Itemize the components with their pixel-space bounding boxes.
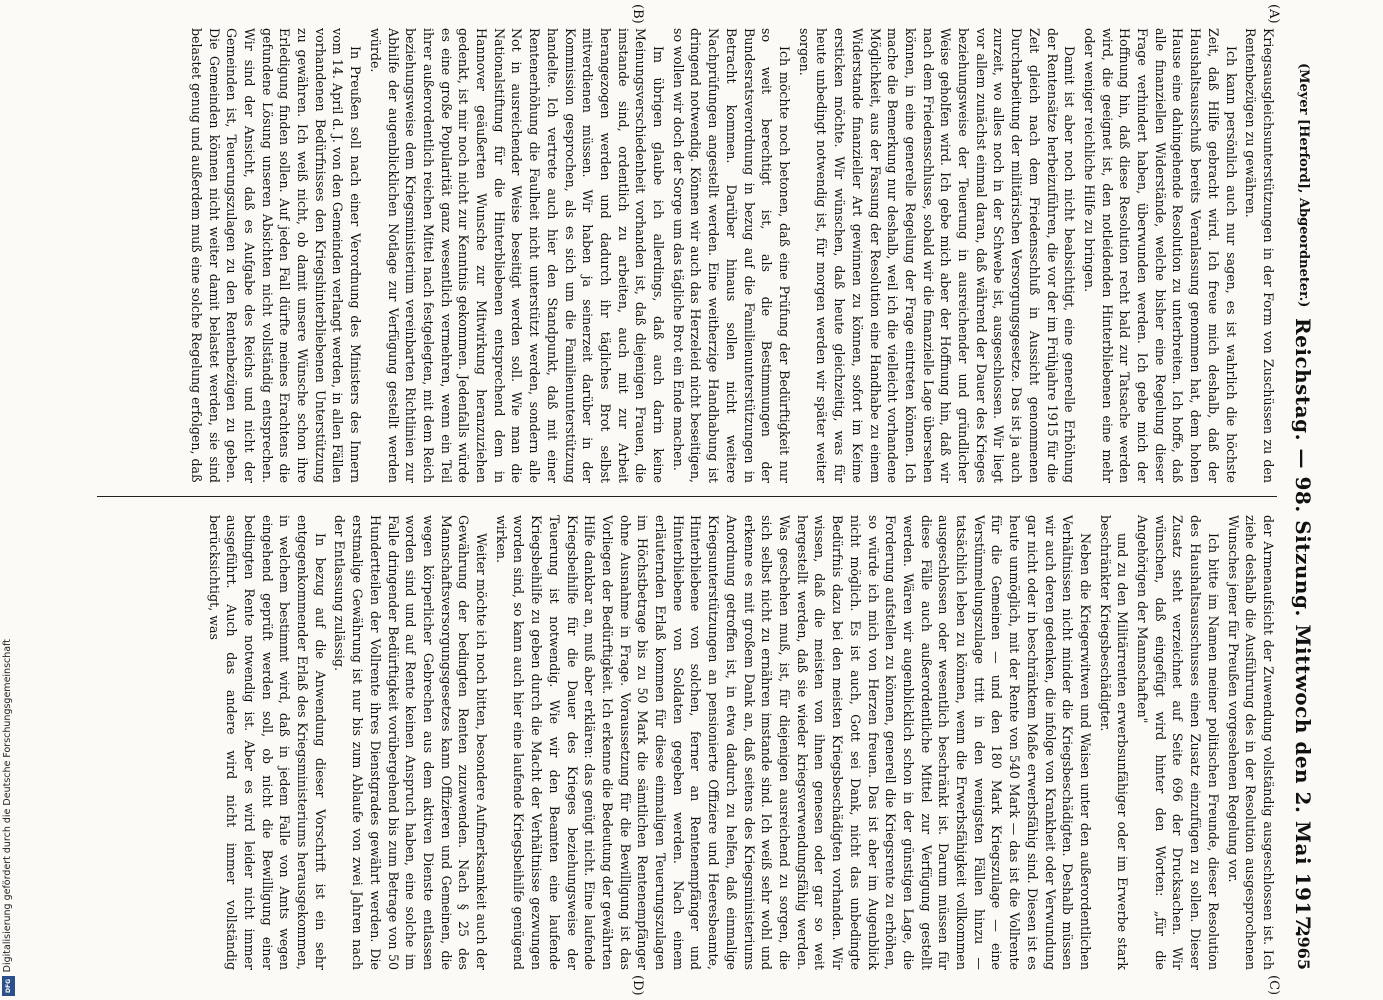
paragraph: und zu den Militärrenten erwerbsunfähiger oder im Erwerbe stark beschränkter Kriegsbeschädigter. [1097,515,1131,970]
paragraph: Im übrigen glaube ich allerdings, daß auch darin keine Meinungsverschiedenheit vorhanden ist, daß diejenigen Frauen, die imstande sind, ordentlich zu arbeiten, auch mit zur Arbeit herangezogen werden und dadurch ihr tägliches Brot selbst mitverdienen müssen. Wir haben ja seinerzeit darüber in der Kommission gesprochen, als es sich um die Familienunterstützung handelte. Ich vertrete auch hier den Standpunkt, daß mit einer Rentenerhöhung die Faulheit nicht unterstützt werden, sondern alle Not in ausreichender Weise beseitigt werden soll. Wie man die Nationalstiftung für die Hinterbliebenen entsprechend dem in Hannover geäußerten Wunsche zur Mitwirkung heranzuziehen gedenkt, ist mir noch nicht zur Kenntnis gekommen. Jedenfalls würde es eine große Popularität ganz wesentlich vermehren, wenn ein Teil ihrer außerordentlich reichen Mittel nach festgelegten, mit dem Reich beziehungsweise dem Kriegsministerium vereinbarten Richtlinien zur Abhilfe der augenblicklichen Notlage zur Verfügung gestellt werden würde. [367,28,667,483]
paragraph: Kriegsausgleichsunterstützungen in der Form von Zuschüssen zu den Rentenbezügen zu gewähren. [1243,28,1276,483]
page-title: Reichstag. — 98. Sitzung. Mittwoch den 2. Mai 1917. [1291,318,1315,938]
paragraph: der Armenaufsicht der Zuwendung vollständig ausgeschlossen ist. Ich ziehe deshalb die Ausführung des in der Resolution ausgesprochenen Wunsches jener für Preußen vorgesehenen Regelung vor. [1225,515,1276,970]
dfg-logo: DFG [2,976,15,996]
paragraph: Ich möchte noch betonen, daß eine Prüfung der Bedürftigkeit nur so weit berechtigt ist, als die Bestimmungen der Bundesratsverordnung in bezug auf die Familienunterstützungen in Betracht kommen. Darüber hinaus sollen nicht weitere Nachprüfungen angestellt werden. Eine weitherzige Handhabung ist dringend notwendig. Können wir auch das Herzeleid nicht beseitigen, so wollen wir doch der Sorge um das tägliche Brot ein Ende machen. [670,28,793,483]
right-column [85,515,1277,970]
paragraph: In bezug auf die Anwendung dieser Vorschrift ist ein sehr entgegenkommender Erlaß des Kriegsministeriums herausgekommen, in welchem bestimmt wird, daß in jedem Falle von Amts wegen eingehend geprüft werden soll, ob nicht die Bewilligung einer bedingten Rente notwendig ist. Aber es wird leider nicht immer ausgeführt. Auch das andere wird nicht immer vollständig berücksichtigt, was [206,515,328,970]
margin-mark-a: (A) [1266,4,1281,24]
column-divider [97,496,1277,497]
margin-mark-c: (C) [1266,975,1281,996]
margin-mark-b: (B) [630,4,645,24]
paragraph: In Preußen soll nach einer Verordnung des Ministers des Innern vom 14. April d. J. von den Gemeinden verlangt werden, in allen Fällen vorhandenen Bedürfnisses den Kriegshinterbliebenen Unterstützung zu gewähren. Ich weiß nicht, ob damit unsere Wünsche schon ihre Erledigung finden sollen. Auf jeden Fall dürfte meines Erachtens die gefundene Lösung unseren Absichten nicht vollständig entsprechen. Wir sind der Ansicht, daß es Aufgabe des Reichs und nicht der Gemeinden ist, Teuerungszulagen zu den Rentenbezügen zu geben. Die Gemeinden können nicht weiter damit belastet werden, sie sind belastet genug und außerdem muß eine solche Regelung erfolgen, daß [188,28,364,483]
paragraph: Neben die Kriegerwitwen und Waisen unter den außerordentlichen Verhältnissen nicht minder die Kriegsbeschädigten. Deshalb müssen wir auch deren gedenken, die infolge von Krankheit oder Verwundung gar nicht oder in beschränktem Maße erwerbsfähig sind. Diesen ist es heute unmöglich, mit der Rente von 540 Mark — das ist die Vollrente für die Gemeinen — und den 180 Mark Kriegszulage — eine Verstümmelungszulage tritt in den wenigsten Fällen hinzu — tatsächlich leben zu können, wenn die Erwerbsfähigkeit vollkommen ausgeschlossen oder wesentlich beschränkt ist. Darum müssen für diese Fälle auch außerordentliche Mittel zur Verfügung gestellt werden. Wären wir augenblicklich schon in der günstigen Lage, die Forderung aufstellen zu können, generell die Kriegsrente zu erhöhen, so würde ich mich von Herzen freuen. Das ist aber im Augenblick nicht möglich. Es ist auch, Gott sei Dank, nicht das unbedingte Bedürfnis dazu bei den meisten Kriegsbeschädigten vorhanden. Wir wissen, daß die meisten von ihnen genesen oder gar so weit hergestellt werden, daß sie wieder kriegsverwendungsfähig werden. Was geschehen muß, ist, für diejenigen ausreichend zu sorgen, die sich selbst nicht zu ernähren imstande sind. Ich weiß sehr wohl und erkenne es mit großem Dank an, daß seitens des Kriegsministeriums Anordnung getroffen ist, in etwa dadurch zu helfen, daß einmalige Kriegsunterstützungen an pensionierte Offiziere und Heeresbeamte, Hinterbliebene von solchen, ferner an Rentenempfänger und Hinterbliebene von Soldaten gegeben werden. Nach einem erläuternden Erlaß kommen für diese einmaligen Teuerungszulagen im Höchstbetrage bis zu 50 Mark die sämtlichen Rentenempfänger ohne Ausnahme in Frage. Voraussetzung für die Bewilligung ist das Vorliegen der Bedürftigkeit. Ich erkenne die Bedeutung der gewährten Hilfe dankbar an, muß aber erklären: das genügt nicht. Eine laufende Kriegsbeihilfe für die Dauer des Krieges beziehungsweise der Teuerung ist notwendig. Wie wir den Beamten eine laufende Kriegsbeihilfe zu geben durch die Macht der Verhältnisse gezwungen worden sind, so kann auch hier eine laufende Kriegsbeihilfe genügend wirken. [493,515,1093,970]
paragraph: Ich kann persönlich auch nur sagen, es ist wahrlich die höchste Zeit, daß Hilfe gebracht wird. Ich freue mich deshalb, daß der Haushaltsausschuß bereits Veranlassung genommen hat, dem hohen Hause eine dahingehende Resolution zu unterbreiten. Ich hoffe, daß alle finanziellen Widerstände, welche bisher eine Regelung dieser Frage verhindert haben, überwunden werden. Ich gebe mich der Hoffnung hin, daß diese Resolution recht bald zur Tatsache werden wird, die geeignet ist, den notleidenden Hinterbliebenen eine mehr oder weniger reichliche Hilfe zu bringen. [1081,28,1239,483]
speaker-heading: (Meyer [Herford], Abgeordneter.) [1296,63,1311,308]
left-column [85,28,1277,483]
paragraph: Weiter möchte ich noch bitten, besondere Aufmerksamkeit auch der Gewährung der bedingten Renten zuzuwenden. Nach § 25 des Mannschaftsversorgungsgesetzes kann Offizieren und Gemeinen, die wegen körperlicher Gebrechen aus dem aktiven Dienste entlassen worden sind und auf Rente keinen Anspruch haben, eine solche im Falle dringender Bedürftigkeit vorübergehend bis zum Betrage von 50 Hundertteilen der Vollrente ihres Dienstgrades gewährt werden. Die erstmalige Gewährung ist nur bis zum Ablaufe von zwei Jahren nach der Entlassung zulässig. [332,515,490,970]
funding-credit: Digitalisierung gefördert durch die Deutsche Forschungsgemeinschaft [2,638,13,972]
rotated-newspaper-page [71,0,1321,1000]
running-head [1285,18,1315,982]
footer-strip [0,0,18,1000]
paragraph: Ich bitte im Namen meiner politischen Freunde, dieser Resolution des Haushaltsausschusses einen Zusatz einzufügen zu sollen. Dieser Zusatz steht verzeichnet auf Seite 696 der Drucksachen. Wir wünschen, daß eingefügt wird hinter den Worten: „für die Angehörigen der Mannschaften" [1135,515,1221,970]
page-number: 2965 [1294,925,1313,970]
margin-mark-d: (D) [630,975,645,996]
paragraph: Damit ist aber noch nicht beabsichtigt, eine generelle Erhöhung der Rentensätze herbeizuführen, die vor der im Frühjahre 1915 für die Zeit gleich nach dem Friedensschluß in Aussicht genommenen Durcharbeitung der militärischen Versorgungsgesetze. Das ist ja auch zurzeit, wo alles noch in der Schwebe ist, ausgeschlossen. Wir liegt vor allem zunächst einmal daran, daß während der Dauer des Krieges beziehungsweise der Teuerung in ausreichender und gründlicher Weise geholfen wird. Ich gebe mich aber der Hoffnung hin, daß wir nach dem Friedensschlusse, sobald wir die finanzielle Lage übersehen können, in eine generelle Regelung der Frage eintreten können. Ich mache die Bemerkung nur deshalb, weil ich die vielleicht vorhandene Möglichkeit, aus der Fassung der Resolution eine Handhabe zu einem Widerstande finanzieller Art gewinnen zu können, sofort im Keime ersticken möchte. Wir wünschen, daß heute gleichzeitig, was für heute unbedingt notwendig ist, für morgen werden wir später weiter sorgen. [796,28,1078,483]
